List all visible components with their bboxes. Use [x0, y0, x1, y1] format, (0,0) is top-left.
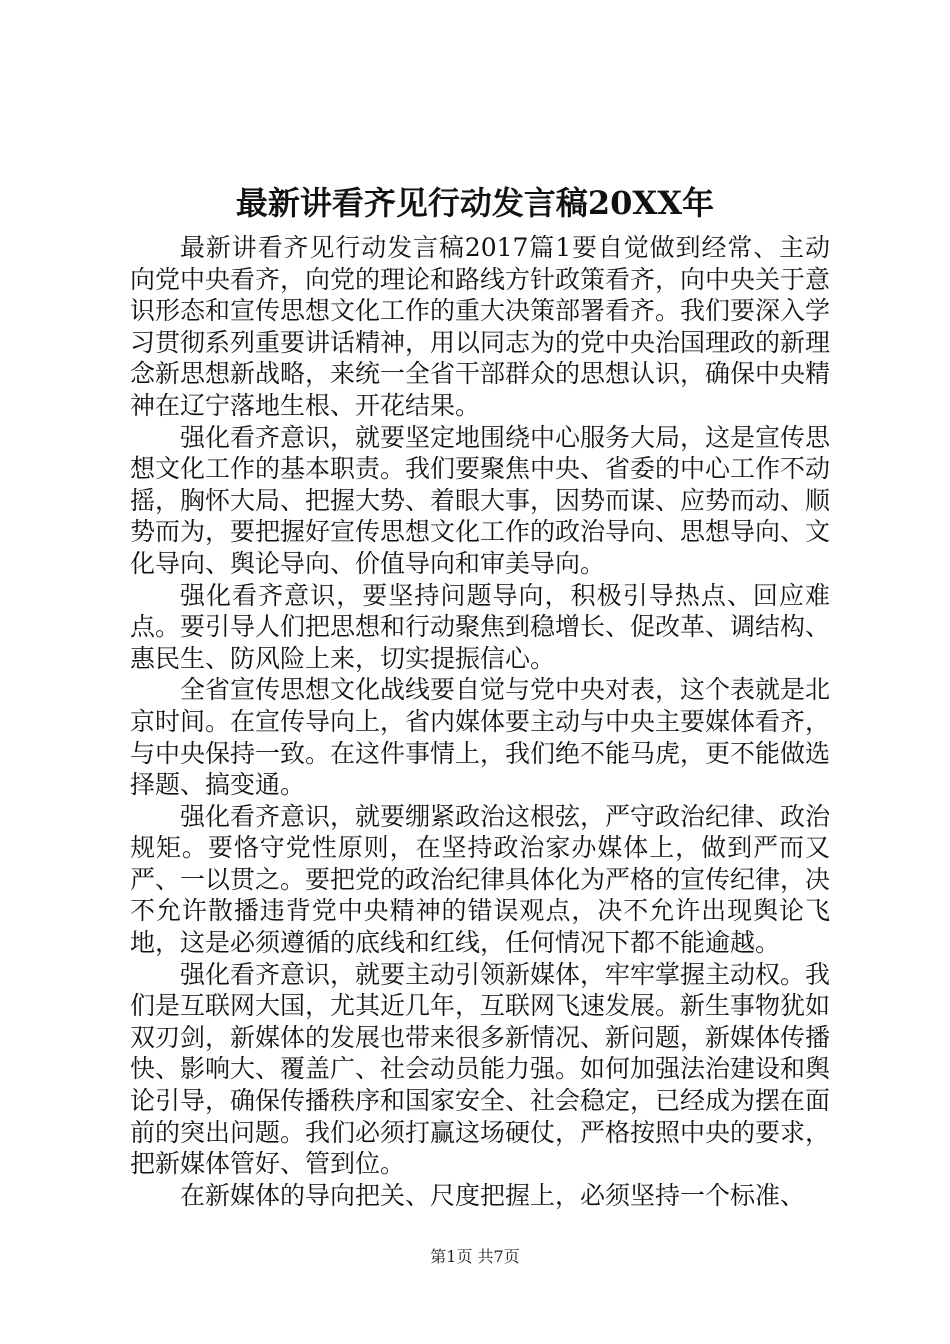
- paragraph: 强化看齐意识，就要绷紧政治这根弦，严守政治纪律、政治规矩。要恪守党性原则，在坚持政治家办媒体上，做到严而又严、一以贯之。要把党的政治纪律具体化为严格的宣传纪律，决不允许散播违背党中央精神的错误观点，决不允许出现舆论飞地，这是必须遵循的底线和红线，任何情况下都不能逾越。: [130, 801, 831, 958]
- page-number-footer: 第1页 共7页: [430, 1247, 520, 1266]
- paragraph: 强化看齐意识，就要主动引领新媒体，牢牢掌握主动权。我们是互联网大国，尤其近几年，互联网飞速发展。新生事物犹如双刃剑，新媒体的发展也带来很多新情况、新问题，新媒体传播快、影响大、覆盖广、社会动员能力强。如何加强法治建设和舆论引导，确保传播秩序和国家安全、社会稳定，已经成为摆在面前的突出问题。我们必须打赢这场硬仗，严格按照中央的要求，把新媒体管好、管到位。: [130, 959, 831, 1179]
- document-body: [130, 232, 830, 1211]
- paragraph: 最新讲看齐见行动发言稿2017篇1要自觉做到经常、主动向党中央看齐，向党的理论和路线方针政策看齐，向中央关于意识形态和宣传思想文化工作的重大决策部署看齐。我们要深入学习贯彻系列重要讲话精神，用以同志为的党中央治国理政的新理念新思想新战略，来统一全省干部群众的思想认识，确保中央精神在辽宁落地生根、开花结果。: [130, 233, 831, 420]
- paragraph: 在新媒体的导向把关、尺度把握上，必须坚持一个标准、: [180, 1180, 806, 1210]
- paragraph: 强化看齐意识，就要坚定地围绕中心服务大局，这是宣传思想文化工作的基本职责。我们要聚焦中央、省委的中心工作不动摇，胸怀大局、把握大势、着眼大事，因势而谋、应势而动、顺势而为，要把握好宣传思想文化工作的政治导向、思想导向、文化导向、舆论导向、价值导向和审美导向。: [130, 422, 831, 578]
- paragraph: 全省宣传思想文化战线要自觉与党中央对表，这个表就是北京时间。在宣传导向上，省内媒体要主动与中央主要媒体看齐，与中央保持一致。在这件事情上，我们绝不能马虎，更不能做选择题、搞变通。: [130, 675, 831, 800]
- document-title: 最新讲看齐见行动发言稿20XX年: [235, 184, 715, 222]
- paragraph: 强化看齐意识，要坚持问题导向，积极引导热点、回应难点。要引导人们把思想和行动聚焦到稳增长、促改革、调结构、惠民生、防风险上来，切实提振信心。: [130, 580, 831, 673]
